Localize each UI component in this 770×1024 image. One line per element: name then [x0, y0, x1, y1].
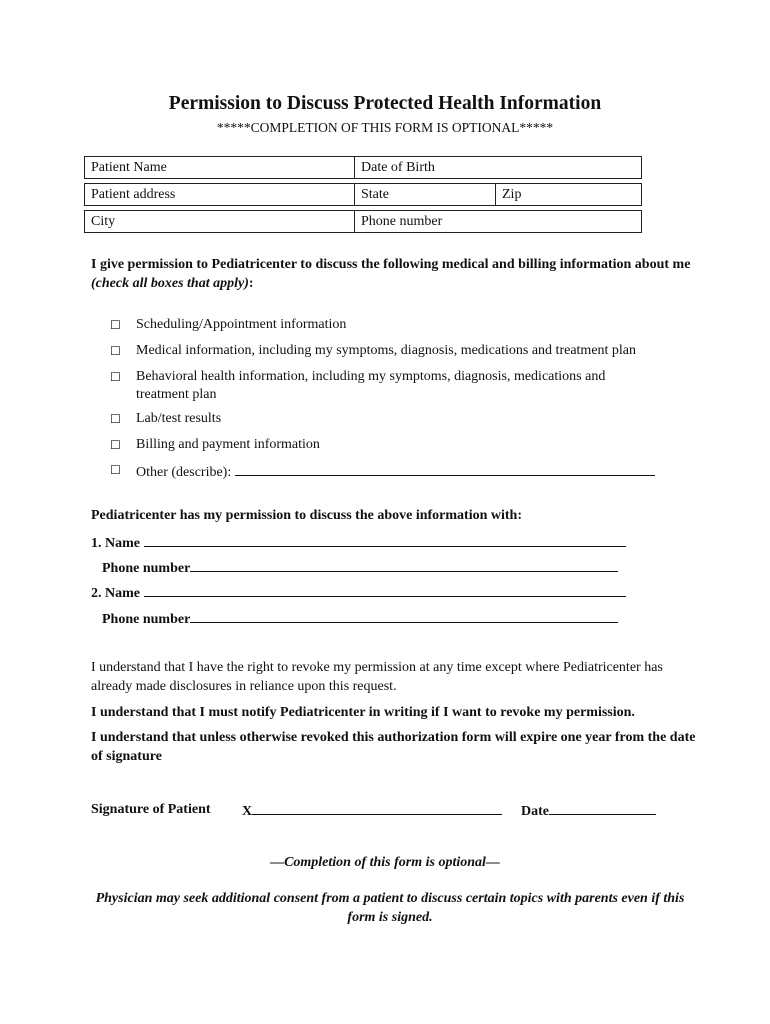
intro-suffix: :	[248, 276, 254, 291]
other-describe-line[interactable]	[235, 461, 655, 476]
date-label: Date	[521, 804, 549, 819]
option-label: Other (describe):	[136, 465, 232, 480]
option-medical[interactable]	[110, 342, 690, 360]
checkbox-icon[interactable]: ☐	[110, 412, 121, 426]
option-behavioral[interactable]	[110, 368, 650, 404]
option-label: Medical information, including my symptoms, diagnosis, medications and treatment plan	[136, 343, 637, 358]
option-other[interactable]	[110, 461, 690, 482]
checkbox-icon[interactable]: ☐	[110, 438, 121, 452]
revoke-right-statement: I understand that I have the right to revoke my permission at any time except where Pediatricenter has already made disclosures in reliance upon this request.	[91, 660, 663, 694]
contact-2-phone	[102, 608, 618, 629]
contacts-heading: Pediatricenter has my permission to discuss the above information with:	[91, 508, 522, 523]
checkbox-icon[interactable]: ☐	[110, 344, 121, 358]
phone-1-line[interactable]	[190, 557, 618, 572]
option-lab[interactable]	[110, 410, 690, 428]
table-row	[84, 156, 642, 179]
intro-emphasis: (check all boxes that apply)	[91, 276, 249, 291]
option-scheduling[interactable]	[110, 316, 690, 334]
patient-info-table	[84, 152, 642, 237]
name-label: 2. Name	[91, 586, 140, 601]
phone-label: Phone number	[102, 612, 191, 627]
physician-note: Physician may seek additional consent from a patient to discuss certain topics with parents even if this form is signed.	[95, 891, 685, 925]
expire-statement: I understand that unless otherwise revoked this authorization form will expire one year from the date of signature	[91, 730, 696, 764]
optional-notice: *****COMPLETION OF THIS FORM IS OPTIONAL*****	[216, 120, 554, 135]
contact-2-name	[91, 582, 626, 603]
phone-label: Phone number	[102, 561, 191, 576]
phone-number-field[interactable]: Phone number	[355, 210, 642, 233]
permission-intro	[91, 255, 691, 293]
contact-1-phone	[102, 557, 618, 578]
notify-statement: I understand that I must notify Pediatricenter in writing if I want to revoke my permission.	[91, 705, 635, 720]
patient-name-field[interactable]: Patient Name	[84, 156, 355, 179]
name-label: 1. Name	[91, 536, 140, 551]
zip-field[interactable]: Zip	[496, 183, 642, 206]
contact-1-name	[91, 532, 626, 553]
option-label: Behavioral health information, including my symptoms, diagnosis, medications and treatment plan	[136, 369, 606, 402]
signature-line[interactable]	[252, 800, 502, 815]
name-1-line[interactable]	[144, 532, 626, 547]
table-row	[84, 210, 642, 233]
intro-text: I give permission to Pediatricenter to discuss the following medical and billing information about me	[91, 257, 691, 272]
checkbox-icon[interactable]: ☐	[110, 463, 121, 477]
checkbox-icon[interactable]: ☐	[110, 370, 121, 384]
optional-footer: —Completion of this form is optional—	[270, 855, 500, 870]
table-row	[84, 183, 642, 206]
option-label: Billing and payment information	[136, 437, 320, 452]
name-2-line[interactable]	[144, 582, 626, 597]
phone-2-line[interactable]	[190, 608, 618, 623]
signature-field	[242, 800, 502, 821]
patient-address-field[interactable]: Patient address	[84, 183, 355, 206]
signature-label: Signature of Patient	[91, 802, 211, 817]
date-of-birth-field[interactable]: Date of Birth	[355, 156, 642, 179]
page-title: Permission to Discuss Protected Health Information	[168, 93, 602, 114]
date-line[interactable]	[549, 800, 656, 815]
signature-x-mark: X	[242, 804, 253, 819]
date-field	[521, 800, 656, 821]
state-field[interactable]: State	[355, 183, 496, 206]
option-label: Lab/test results	[136, 411, 222, 426]
city-field[interactable]: City	[84, 210, 355, 233]
option-billing[interactable]	[110, 436, 690, 454]
checkbox-icon[interactable]: ☐	[110, 318, 121, 332]
option-label: Scheduling/Appointment information	[136, 317, 347, 332]
